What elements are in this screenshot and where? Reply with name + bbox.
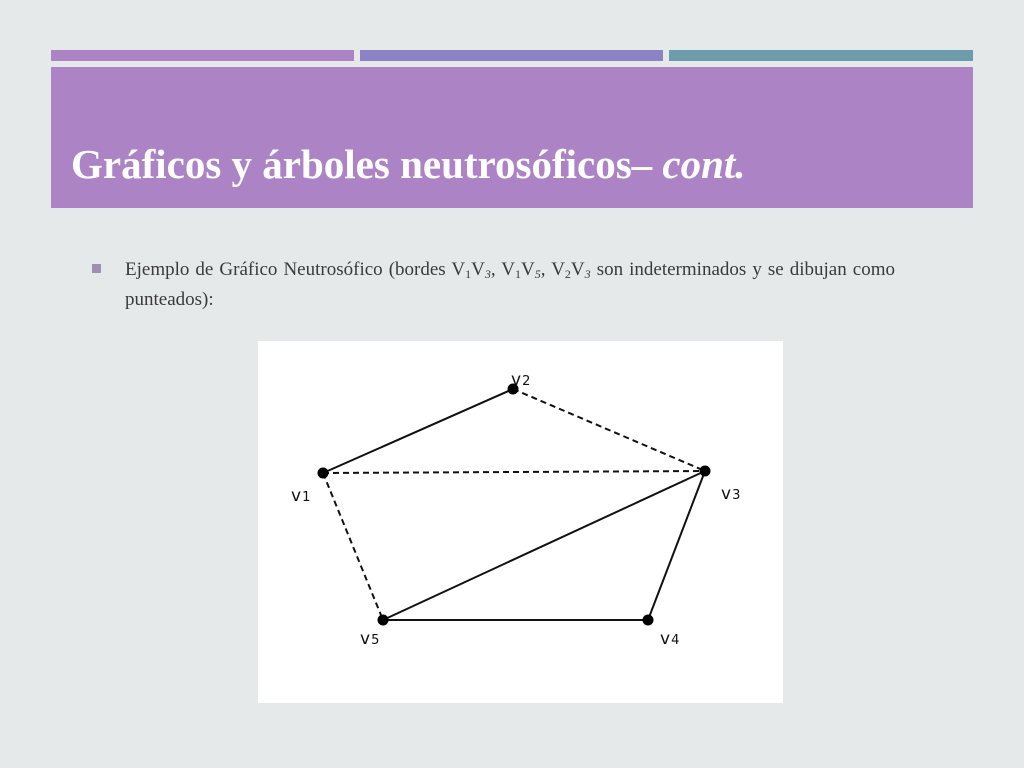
bullet-sub-3: 1 [515,267,522,281]
edge-v1-v5 [323,473,383,620]
neutrosophic-graph [258,341,783,703]
edge-v2-v3 [513,389,705,471]
bullet-text [125,255,895,315]
slide-title [71,138,746,190]
bullet-part-5: , V [540,259,565,280]
bullet-part-4: V [521,259,535,280]
bullet-square-icon [92,264,101,273]
bullet-part-6: V [570,259,585,280]
slide-title-italic: cont. [662,141,746,187]
bullet-sub-2: 3 [484,267,491,281]
accent-bar-3 [669,50,973,61]
bullet-sub-1: 1 [465,267,472,281]
vertex-label-v2: v2 [511,370,531,390]
edge-v1-v3 [323,471,705,473]
bullet-part-2: V [471,259,485,280]
vertex-label-v1: v1 [291,486,311,506]
vertex-v1 [318,468,329,479]
accent-bar-2 [360,50,663,61]
vertex-label-v4: v4 [660,629,680,649]
vertex-label-v5: v5 [360,629,380,649]
bullet-part-1: Ejemplo de Gráfico Neutrosófico (bordes V [125,259,466,280]
vertex-v5 [378,615,389,626]
bullet-sub-5: 2 [564,267,571,281]
bullet-part-3: , V [490,259,516,280]
slide-title-main: Gráficos y árboles neutrosóficos– [71,141,653,187]
graph-figure [258,341,783,703]
vertex-v4 [643,615,654,626]
bullet-sub-6: 3 [584,267,591,281]
bullet-sub-4: 5 [534,267,541,281]
vertex-label-v3: v3 [721,484,741,504]
accent-bar-1 [51,50,354,61]
bullet-part-end: son indeterminados y se dibujan como punteados): [125,259,895,310]
vertex-v3 [700,466,711,477]
edge-v1-v2 [323,389,513,473]
